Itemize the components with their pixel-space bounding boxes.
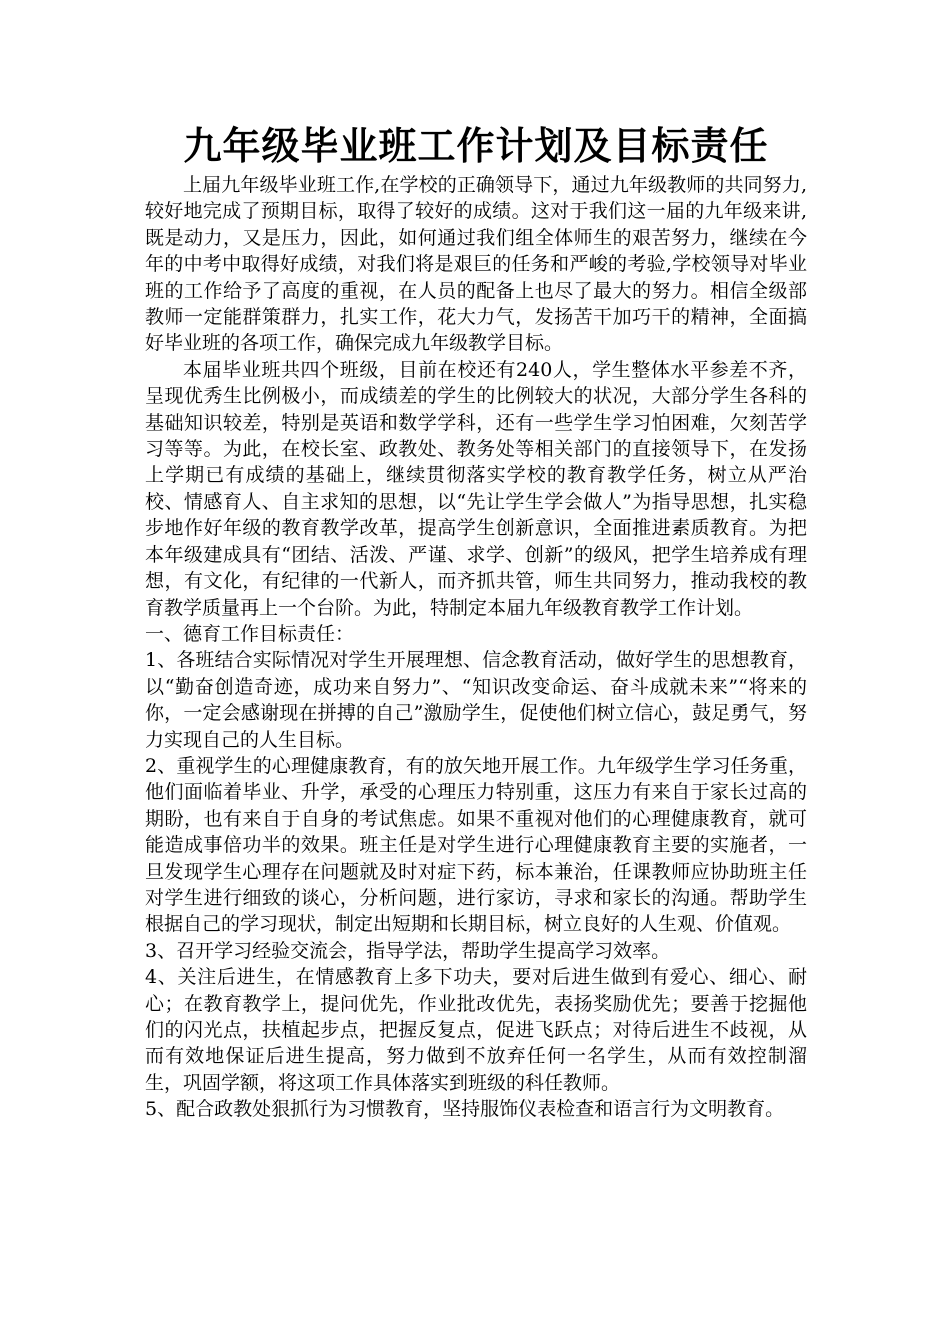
list-item-3: 3、召开学习经验交流会，指导学法，帮助学生提高学习效率。 (145, 939, 671, 962)
situation-paragraph: 本届毕业班共四个班级，目前在校还有240人，学生整体水平参差不齐，呈现优秀生比例极小，而成绩差的学生的比例较大的状况，大部分学生各科的基础知识较差，特别是英语和数学学科，还有一些学生学习怕困难，欠刻苦学习等等。为此，在校长室、政教处、教务处等相关部门的直接领导下，在发扬上学期已有成绩的基础上，继续贯彻落实学校的教育教学任务，树立从严治校、情感育人、自主求知的思想，以“先让学生学会做人”为指导思想，扎实稳步地作好年级的教育教学改革，提高学生创新意识，全面推进素质教育。为把本年级建成具有“团结、活泼、严谨、求学、创新”的级风，把学生培养成有理想，有文化，有纪律的一代新人，而齐抓共管，师生共同努力，推动我校的教育教学质量再上一个台阶。为此，特制定本届九年级教育教学工作计划。 (145, 358, 807, 619)
document-title: 九年级毕业班工作计划及目标责任 (183, 123, 769, 168)
list-item-2: 2、重视学生的心理健康教育，有的放矢地开展工作。九年级学生学习任务重，他们面临着毕业、升学，承受的心理压力特别重，这压力有来自于家长过高的期盼，也有来自于自身的考试焦虑。如果不重视对他们的心理健康教育，就可能造成事倍功半的效果。班主任是对学生进行心理健康教育主要的实施者，一旦发现学生心理存在问题就及时对症下药，标本兼治，任课教师应协助班主任对学生进行细致的谈心，分析问题，进行家访，寻求和家长的沟通。帮助学生根据自己的学习现状，制定出短期和长期目标，树立良好的人生观、价值观。 (145, 754, 807, 936)
list-item-1: 1、各班结合实际情况对学生开展理想、信念教育活动，做好学生的思想教育，以“勤奋创造奇迹，成功来自努力”、“知识改变命运、奋斗成就未来”“将来的你，一定会感谢现在拼搏的自己”激励学生，促使他们树立信心，鼓足勇气，努力实现自己的人生目标。 (145, 649, 807, 751)
document-body (145, 172, 807, 1123)
list-item-4: 4、关注后进生，在情感教育上多下功夫，要对后进生做到有爱心、细心、耐心；在教育教学上，提问优先，作业批改优先，表扬奖励优先；要善于挖掘他们的闪光点，扶植起步点，把握反复点，促进飞跃点；对待后进生不歧视，从而有效地保证后进生提高，努力做到不放弃任何一名学生，从而有效控制溜生，巩固学额，将这项工作具体落实到班级的科任教师。 (145, 966, 807, 1094)
document-page (145, 120, 807, 1123)
intro-paragraph: 上届九年级毕业班工作,在学校的正确领导下，通过九年级教师的共同努力,较好地完成了预期目标，取得了较好的成绩。这对于我们这一届的九年级来讲,既是动力，又是压力，因此，如何通过我们组全体师生的艰苦努力，继续在今年的中考中取得好成绩，对我们将是艰巨的任务和严峻的考验,学校领导对毕业班的工作给予了高度的重视，在人员的配备上也尽了最大的努力。相信全级部教师一定能群策群力，扎实工作，花大力气，发扬苦干加巧干的精神，全面搞好毕业班的各项工作，确保完成九年级教学目标。 (145, 174, 807, 355)
section-heading-moral-education: 一、德育工作目标责任： (145, 622, 355, 645)
list-item-5: 5、配合政教处狠抓行为习惯教育，坚持服饰仪表检查和语言行为文明教育。 (145, 1098, 785, 1121)
